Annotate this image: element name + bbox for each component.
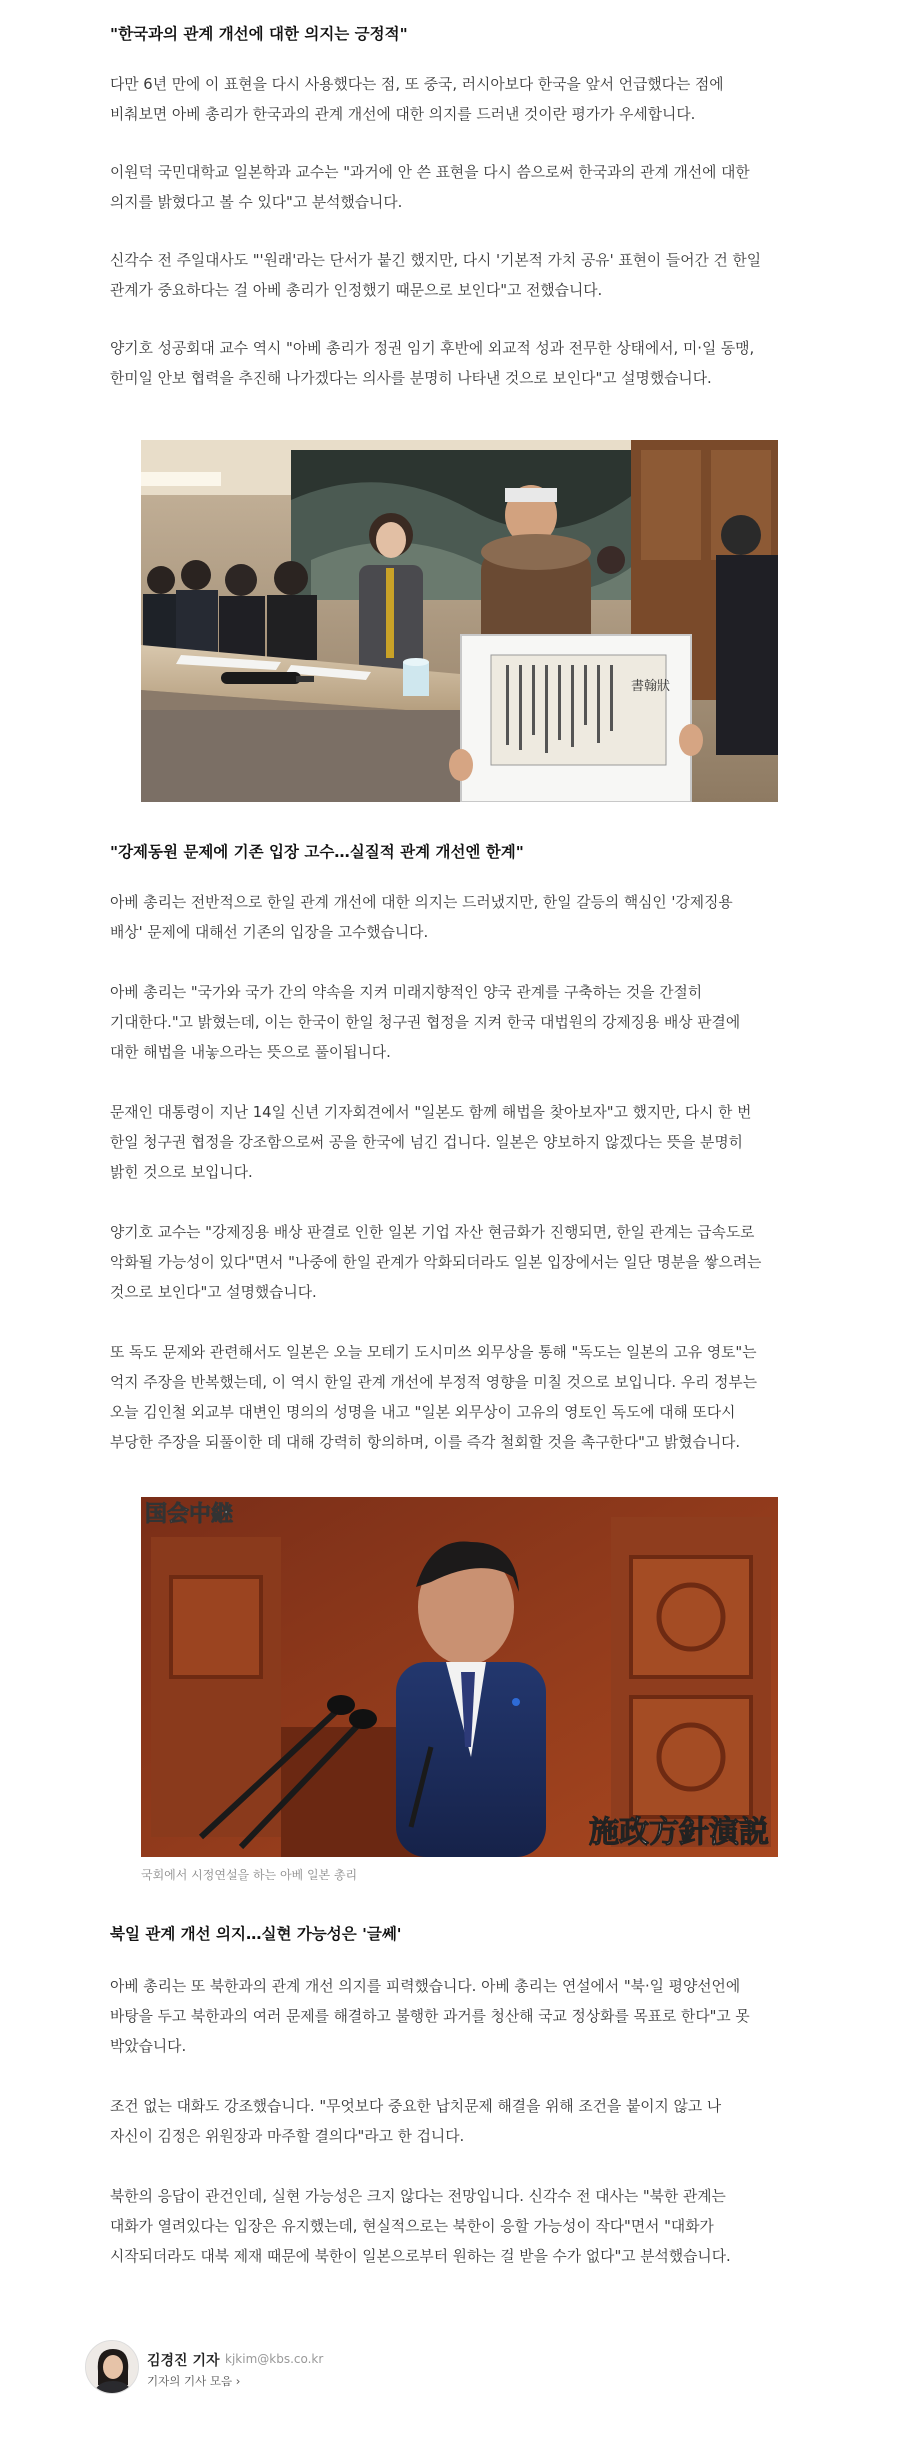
section-heading: 북일 관계 개선 의지…실현 가능성은 '글쎄'	[110, 1925, 402, 1943]
paragraph-line: 대한 해법을 내놓으라는 뜻으로 풀이됩니다.	[110, 1044, 391, 1061]
document-title: 書翰狀	[631, 679, 671, 694]
paragraph	[110, 2092, 810, 2152]
section-heading: "강제동원 문제에 기존 입장 고수…실질적 관계 개선엔 한계"	[110, 843, 524, 861]
paragraph-line: 기대한다."고 밝혔는데, 이는 한국이 한일 청구권 협정을 지켜 한국 대법원의 강제징용 배상 판결에	[110, 1014, 741, 1031]
paragraph-line: 문재인 대통령이 지난 14일 신년 기자회견에서 "일본도 함께 해법을 찾아보자"고 했지만, 다시 한 번	[110, 1104, 752, 1121]
paragraph	[110, 246, 810, 306]
paragraph	[110, 1338, 810, 1458]
paragraph-line: 것으로 보인다"고 설명했습니다.	[110, 1284, 317, 1301]
paragraph-line: 양기호 성공회대 교수 역시 "아베 총리가 정권 임기 후반에 외교적 성과 전무한 상태에서, 미·일 동맹,	[110, 340, 755, 357]
paragraph-line: 부당한 주장을 되풀이한 데 대해 강력히 항의하며, 이를 즉각 철회할 것을 촉구한다"고 밝혔습니다.	[110, 1434, 741, 1451]
reporter-avatar[interactable]	[85, 2340, 139, 2394]
paragraph	[110, 1098, 810, 1188]
paragraph-line: 밝힌 것으로 보입니다.	[110, 1164, 253, 1181]
paragraph-line: 관계가 중요하다는 걸 아베 총리가 인정했기 때문으로 보인다"고 전했습니다.	[110, 282, 603, 299]
press-conference-image	[141, 440, 778, 802]
paragraph-line: 다만 6년 만에 이 표현을 다시 사용했다는 점, 또 중국, 러시아보다 한국을 앞서 언급했다는 점에	[110, 76, 724, 93]
paragraph-line: 악화될 가능성이 있다"면서 "나중에 한일 관계가 악화되더라도 일본 입장에서는 일단 명분을 쌓으려는	[110, 1254, 762, 1271]
paragraph-line: 아베 총리는 전반적으로 한일 관계 개선에 대한 의지는 드러냈지만, 한일 갈등의 핵심인 '강제징용	[110, 894, 733, 911]
paragraph-line: 신각수 전 주일대사도 "'원래'라는 단서가 붙긴 했지만, 다시 '기본적 가치 공유' 표현이 들어간 건 한일	[110, 252, 762, 269]
paragraph-line: 박았습니다.	[110, 2038, 187, 2055]
press-conference-photo	[141, 440, 778, 802]
paragraph	[110, 888, 810, 948]
broadcast-overlay-top: 国会中継	[145, 1502, 234, 1527]
paragraph	[110, 334, 810, 394]
abe-speech-photo	[141, 1497, 778, 1857]
reporter-email[interactable]: kjkim@kbs.co.kr	[225, 2352, 324, 2366]
paragraph-line: 북한의 응답이 관건인데, 실현 가능성은 크지 않다는 전망입니다. 신각수 전 대사는 "북한 관계는	[110, 2188, 726, 2205]
paragraph-line: 비춰보면 아베 총리가 한국과의 관계 개선에 대한 의지를 드러낸 것이란 평가가 우세합니다.	[110, 106, 696, 123]
paragraph-line: 배상' 문제에 대해선 기존의 입장을 고수했습니다.	[110, 924, 429, 941]
paragraph-line: 한일 청구권 협정을 강조함으로써 공을 한국에 넘긴 겁니다. 일본은 양보하지 않겠다는 뜻을 분명히	[110, 1134, 743, 1151]
paragraph-line: 한미일 안보 협력을 추진해 나가겠다는 의사를 분명히 나타낸 것으로 보인다"고 설명했습니다.	[110, 370, 712, 387]
reporter-photo	[86, 2341, 139, 2394]
paragraph	[110, 978, 810, 1068]
paragraph-line: 오늘 김인철 외교부 대변인 명의의 성명을 내고 "일본 외무상이 고유의 영토인 독도에 대해 또다시	[110, 1404, 736, 1421]
paragraph	[110, 1972, 810, 2062]
paragraph	[110, 70, 810, 130]
paragraph-line: 대화가 열려있다는 입장은 유지했는데, 현실적으로는 북한이 응할 가능성이 작다"면서 "대화가	[110, 2218, 714, 2235]
paragraph-line: 양기호 교수는 "강제징용 배상 판결로 인한 일본 기업 자산 현금화가 진행되면, 한일 관계는 급속도로	[110, 1224, 755, 1241]
section-heading: "한국과의 관계 개선에 대한 의지는 긍정적"	[110, 25, 408, 43]
abe-speech-image	[141, 1497, 778, 1857]
paragraph-line: 또 독도 문제와 관련해서도 일본은 오늘 모테기 도시미쓰 외무상을 통해 "독도는 일본의 고유 영토"는	[110, 1344, 757, 1361]
photo-caption: 국회에서 시정연설을 하는 아베 일본 총리	[141, 1868, 358, 1882]
paragraph-line: 바탕을 두고 북한과의 여러 문제를 해결하고 불행한 과거를 청산해 국교 정상화를 목표로 한다"고 못	[110, 2008, 750, 2025]
paragraph-line: 아베 총리는 또 북한과의 관계 개선 의지를 피력했습니다. 아베 총리는 연설에서 "북·일 평양선언에	[110, 1978, 741, 1995]
broadcast-overlay-bottom: 施政方針演説	[589, 1815, 769, 1850]
reporter-byline	[85, 2340, 485, 2400]
paragraph-line: 아베 총리는 "국가와 국가 간의 약속을 지켜 미래지향적인 양국 관계를 구축하는 것을 간절히	[110, 984, 703, 1001]
paragraph-line: 의지를 밝혔다고 볼 수 있다"고 분석했습니다.	[110, 194, 403, 211]
paragraph-line: 이원덕 국민대학교 일본학과 교수는 "과거에 안 쓴 표현을 다시 씀으로써 한국과의 관계 개선에 대한	[110, 164, 750, 181]
paragraph	[110, 2182, 810, 2272]
paragraph	[110, 1218, 810, 1308]
reporter-name[interactable]: 김경진 기자	[147, 2353, 220, 2369]
paragraph-line: 시작되더라도 대북 제재 때문에 북한이 일본으로부터 원하는 걸 받을 수가 없다"고 분석했습니다.	[110, 2248, 731, 2265]
paragraph-line: 조건 없는 대화도 강조했습니다. "무엇보다 중요한 납치문제 해결을 위해 조건을 붙이지 않고 나	[110, 2098, 722, 2115]
paragraph	[110, 158, 810, 218]
paragraph-line: 억지 주장을 반복했는데, 이 역시 한일 관계 개선에 부정적 영향을 미칠 것으로 보입니다. 우리 정부는	[110, 1374, 758, 1391]
reporter-articles-link[interactable]: 기자의 기사 모음 ›	[147, 2374, 241, 2388]
paragraph-line: 자신이 김정은 위원장과 마주할 결의다"라고 한 겁니다.	[110, 2128, 465, 2145]
